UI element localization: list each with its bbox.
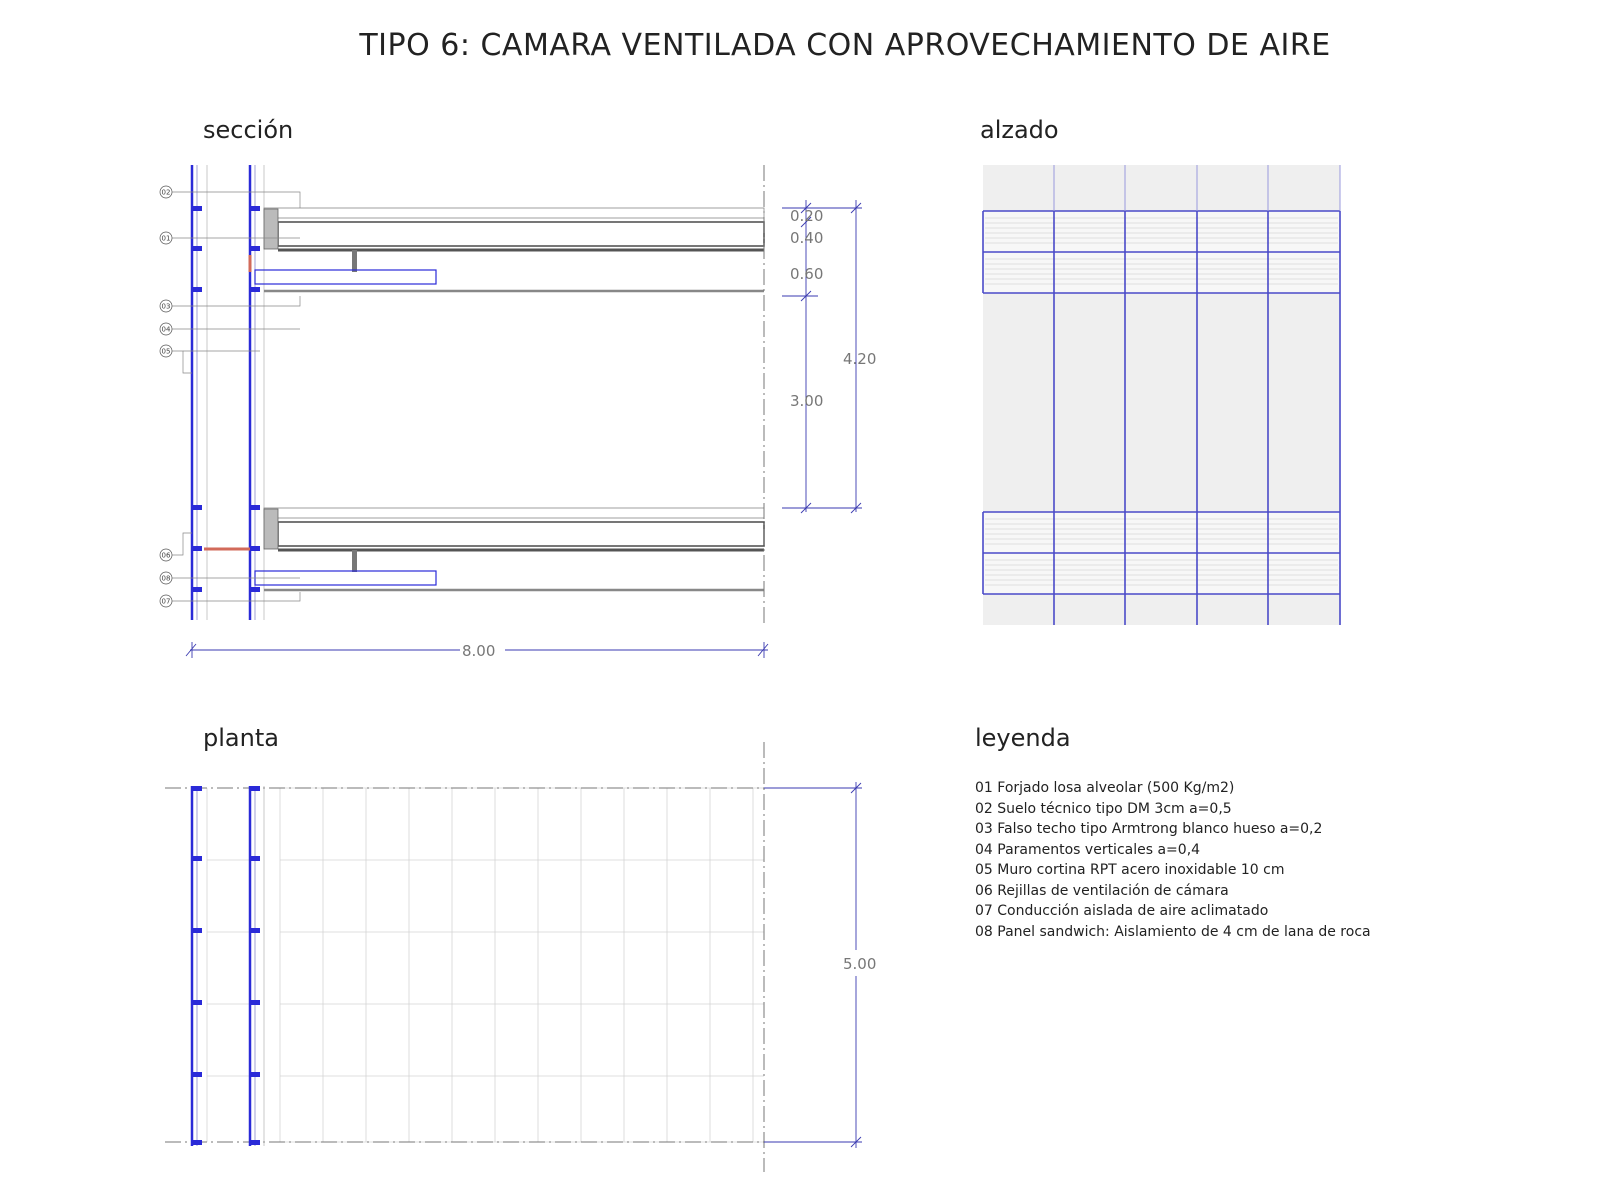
plan-mullion <box>192 856 202 861</box>
anchor <box>192 246 202 251</box>
plan-mullion <box>192 1072 202 1077</box>
dim-500: 5.00 <box>843 955 877 973</box>
anchor <box>192 287 202 292</box>
anchor <box>250 246 260 251</box>
plan-mullion <box>192 1000 202 1005</box>
legend-item: 03 Falso techo tipo Armtrong blanco hueso a=0,2 <box>975 821 1323 837</box>
hollow-core-slab <box>278 222 764 246</box>
tag-07: 07 <box>161 597 171 606</box>
tag-08: 08 <box>161 574 171 583</box>
anchor <box>192 206 202 211</box>
tag-02: 02 <box>161 188 171 197</box>
dim-060: 0.60 <box>790 265 824 283</box>
plan-mullion <box>250 786 260 791</box>
legend-item: 06 Rejillas de ventilación de cámara <box>975 882 1229 899</box>
legend-item: 05 Muro cortina RPT acero inoxidable 10 cm <box>975 862 1285 878</box>
hollow-core-slab <box>278 522 764 546</box>
plan-mullion <box>250 1072 260 1077</box>
steel-column <box>352 250 357 272</box>
anchor <box>192 546 202 551</box>
anchor <box>250 287 260 292</box>
plan-mullion <box>250 1140 260 1145</box>
plan-mullion <box>250 928 260 933</box>
edge-beam <box>264 509 278 549</box>
elevation-heading: alzado <box>980 116 1059 144</box>
sandwich-panel <box>255 270 436 284</box>
section-heading: sección <box>203 116 294 144</box>
plan-mullion <box>192 928 202 933</box>
anchor <box>192 587 202 592</box>
tag-04: 04 <box>161 325 171 334</box>
leader <box>172 533 192 555</box>
legend-item: 02 Suelo técnico tipo DM 3cm a=0,5 <box>975 800 1232 817</box>
tag-03: 03 <box>161 302 171 311</box>
anchor <box>250 546 260 551</box>
tag-06: 06 <box>161 551 171 560</box>
dim-800: 8.00 <box>462 642 496 660</box>
plan-mullion <box>192 1140 202 1145</box>
anchor <box>192 505 202 510</box>
dim-040: 0.40 <box>790 229 824 247</box>
edge-beam <box>264 209 278 249</box>
dim-300: 3.00 <box>790 392 824 410</box>
upper-slab <box>250 208 764 291</box>
legend-item: 04 Paramentos verticales a=0,4 <box>975 841 1201 858</box>
plan-mullion <box>250 1000 260 1005</box>
raised-floor <box>264 208 764 218</box>
dim-020: 0.20 <box>790 207 824 225</box>
anchor <box>250 587 260 592</box>
legend-item: 08 Panel sandwich: Aislamiento de 4 cm de lana de roca <box>975 923 1371 940</box>
page-title: TIPO 6: CAMARA VENTILADA CON APROVECHAMIENTO DE AIRE <box>359 28 1331 63</box>
plan-mullion <box>250 856 260 861</box>
legend-item: 07 Conducción aislada de aire aclimatado <box>975 903 1269 919</box>
legend-heading: leyenda <box>975 724 1071 752</box>
plan-mullion <box>192 786 202 791</box>
plan-heading: planta <box>203 724 279 752</box>
anchor <box>250 206 260 211</box>
steel-column <box>352 550 357 572</box>
legend-list <box>975 778 1371 942</box>
tag-01: 01 <box>161 234 171 243</box>
legend-item: 01 Forjado losa alveolar (500 Kg/m2) <box>975 780 1235 796</box>
anchor <box>250 505 260 510</box>
section-drawing <box>160 165 876 660</box>
tag-05: 05 <box>161 347 171 356</box>
raised-floor <box>264 508 764 518</box>
plan-drawing <box>165 742 876 1172</box>
leader <box>172 351 192 373</box>
tag-circles <box>160 186 172 607</box>
dim-420: 4.20 <box>843 350 877 368</box>
elevation-drawing <box>983 165 1340 625</box>
plan-grid <box>207 788 764 1142</box>
